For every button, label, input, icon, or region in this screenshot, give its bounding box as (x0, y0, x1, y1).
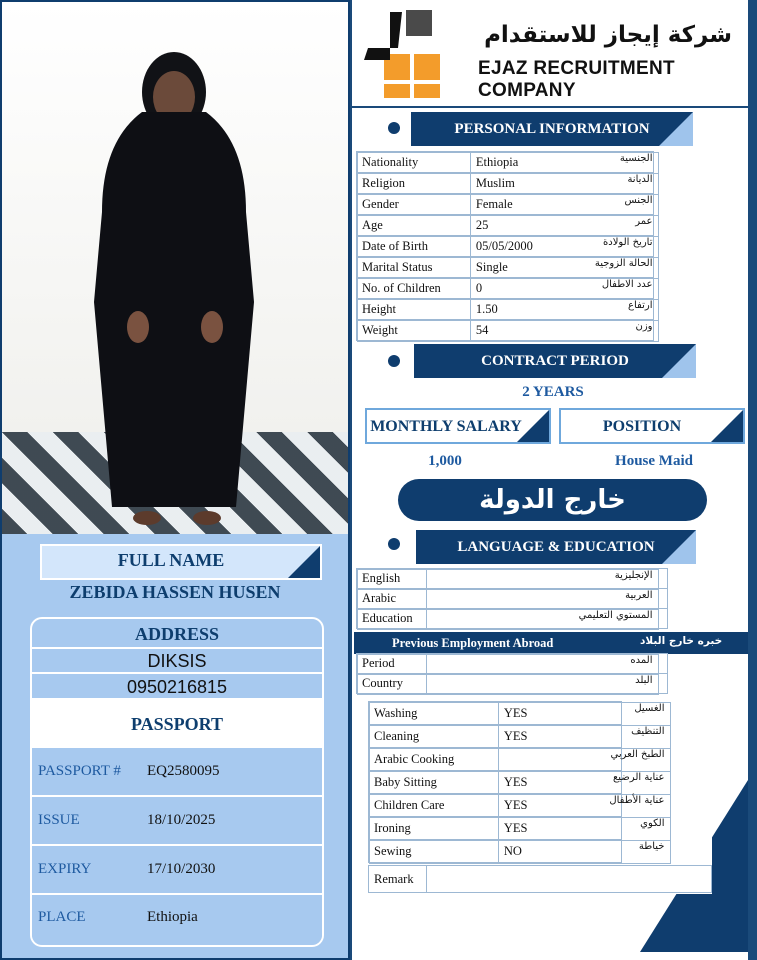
skill-row-label-arabic: التنظيف (369, 725, 671, 749)
skill-row (369, 771, 712, 794)
skill-row-label: Cleaning (369, 725, 499, 748)
personal-info-row-value: Ethiopia (470, 152, 654, 173)
position-value: House Maid (615, 453, 693, 469)
skill-row-value: YES (498, 817, 622, 840)
personal-info-table (356, 151, 750, 341)
skill-row (369, 702, 712, 725)
header-divider (352, 106, 748, 108)
language-row-label: English (357, 569, 427, 589)
personal-info-row-label-arabic: تاريخ الولادة (357, 236, 659, 258)
monthly-salary-label: MONTHLY SALARY (370, 418, 522, 435)
skill-row-label-arabic: الغسيل (369, 702, 671, 726)
passport-place-row (32, 895, 322, 943)
previous-employment-row-label-arabic: المده (357, 654, 659, 675)
personal-info-row-value: Single (470, 257, 654, 278)
skill-row (369, 794, 712, 817)
language-row-label-arabic: العربية (357, 589, 659, 610)
passport-place-label: PLACE (38, 909, 86, 925)
location-badge: خارج الدولة (398, 479, 707, 521)
personal-info-row (357, 236, 750, 257)
passport-number-label: PASSPORT # (38, 763, 121, 779)
contract-period-header (414, 344, 696, 378)
remark-table (368, 865, 712, 893)
passport-number-row (32, 748, 322, 797)
personal-info-row-label: Gender (357, 194, 471, 215)
address-label: ADDRESS (32, 619, 322, 649)
personal-info-row (357, 152, 750, 173)
personal-info-row-value: Muslim (470, 173, 654, 194)
personal-info-row-label: Marital Status (357, 257, 471, 278)
skill-row-label: Washing (369, 702, 499, 725)
personal-info-row-label: Weight (357, 320, 471, 341)
personal-info-row-value: 25 (470, 215, 654, 236)
skill-row-value: YES (498, 794, 622, 817)
language-table (356, 568, 750, 629)
skill-row-label-arabic: عناية الأطفال (369, 794, 671, 818)
passport-expiry-value: 17/10/2030 (147, 861, 216, 877)
passport-issue-label: ISSUE (38, 812, 80, 828)
personal-info-row-label-arabic: الجنسية (357, 152, 659, 174)
full-name-label: FULL NAME (117, 550, 225, 570)
previous-employment-header (354, 632, 748, 654)
bullet-icon (388, 122, 400, 134)
address-city: DIKSIS (32, 649, 322, 674)
contract-period-title: CONTRACT PERIOD (481, 353, 629, 369)
skill-row (369, 748, 712, 771)
personal-info-row (357, 257, 750, 278)
personal-info-row-label: Age (357, 215, 471, 236)
remark-label: Remark (369, 866, 427, 893)
language-row-label: Arabic (357, 589, 427, 609)
company-name-english: EJAZ RECRUITMENT COMPANY (478, 58, 675, 101)
passport-number-value: EQ2580095 (147, 763, 220, 779)
candidate-photo (2, 2, 348, 534)
personal-info-row-label-arabic: الجنس (357, 194, 659, 216)
skill-row (369, 817, 712, 840)
personal-info-row-label: Height (357, 299, 471, 320)
previous-employment-row-label: Period (357, 654, 427, 674)
skills-table (368, 701, 712, 863)
passport-place-value: Ethiopia (147, 909, 198, 925)
company-name-arabic: شركة إيجاز للاستقدام (484, 22, 732, 48)
passport-label: PASSPORT (32, 700, 322, 748)
personal-info-row-label: Date of Birth (357, 236, 471, 257)
language-row-label: Education (357, 609, 427, 629)
previous-employment-title-arabic: خبره خارج البلاد (640, 635, 723, 647)
skill-row-label-arabic: الكوي (369, 817, 671, 841)
skill-row (369, 840, 712, 863)
passport-issue-value: 18/10/2025 (147, 812, 216, 828)
language-education-header (416, 530, 696, 564)
language-row (357, 589, 750, 609)
full-name-value: ZEBIDA HASSEN HUSEN (69, 582, 281, 602)
personal-info-row-label-arabic: الديانة (357, 173, 659, 195)
personal-info-row-value: 1.50 (470, 299, 654, 320)
skill-row-label-arabic: عناية الرضيع (369, 771, 671, 795)
person-figure (2, 2, 348, 534)
address-passport-card (30, 617, 324, 947)
personal-info-header (411, 112, 693, 146)
contract-period-value: 2 YEARS (522, 384, 584, 400)
personal-info-row (357, 278, 750, 299)
personal-info-row-label-arabic: عمر (357, 215, 659, 237)
previous-employment-row (357, 654, 750, 674)
passport-issue-row (32, 797, 322, 846)
skill-row-label-arabic: خياطة (369, 840, 671, 864)
personal-info-row (357, 173, 750, 194)
skill-row-label-arabic: الطبخ العربي (369, 748, 671, 772)
language-row (357, 569, 750, 589)
personal-info-row (357, 215, 750, 236)
monthly-salary-value: 1,000 (428, 453, 462, 469)
skill-row-value: YES (498, 725, 622, 748)
bullet-icon (388, 538, 400, 550)
personal-info-title: PERSONAL INFORMATION (454, 121, 650, 137)
address-phone: 0950216815 (32, 674, 322, 700)
personal-info-row-value: 0 (470, 278, 654, 299)
skill-row-label: Baby Sitting (369, 771, 499, 794)
personal-info-row (357, 299, 750, 320)
skill-row (369, 725, 712, 748)
previous-employment-title: Previous Employment Abroad (392, 636, 554, 650)
previous-employment-table (356, 653, 750, 694)
previous-employment-row (357, 674, 750, 694)
personal-info-row-label: No. of Children (357, 278, 471, 299)
personal-info-row-label: Nationality (357, 152, 471, 173)
skill-row-value: NO (498, 840, 622, 863)
remark-row (369, 866, 712, 893)
personal-info-row-label-arabic: عدد الاطفال (357, 278, 659, 300)
personal-info-row-value: 54 (470, 320, 654, 341)
skill-row-label: Arabic Cooking (369, 748, 499, 771)
skill-row-label: Ironing (369, 817, 499, 840)
personal-info-row-label-arabic: وزن (357, 320, 659, 342)
personal-info-row-value: 05/05/2000 (470, 236, 654, 257)
skill-row-label: Sewing (369, 840, 499, 863)
right-border (748, 0, 757, 960)
personal-info-row (357, 320, 750, 341)
language-row (357, 609, 750, 629)
language-row-label-arabic: المستوي التعليمي (357, 609, 659, 630)
bullet-icon (388, 355, 400, 367)
skill-row-value: YES (498, 702, 622, 725)
language-education-title: LANGUAGE & EDUCATION (457, 539, 655, 555)
remark-value (426, 866, 711, 893)
passport-expiry-row (32, 846, 322, 895)
personal-info-row-label-arabic: الحالة الزوجية (357, 257, 659, 279)
monthly-salary-label-box (365, 408, 551, 444)
company-logo-icon (362, 8, 454, 100)
personal-info-row-label-arabic: ارتفاع (357, 299, 659, 321)
personal-info-row-label: Religion (357, 173, 471, 194)
position-label: POSITION (602, 418, 682, 435)
personal-info-row-value: Female (470, 194, 654, 215)
skill-row-label: Children Care (369, 794, 499, 817)
previous-employment-row-label: Country (357, 674, 427, 694)
position-label-box (559, 408, 745, 444)
language-row-label-arabic: الإنجليزية (357, 569, 659, 590)
personal-info-row (357, 194, 750, 215)
skill-row-value: YES (498, 771, 622, 794)
previous-employment-row-label-arabic: البلد (357, 674, 659, 695)
passport-expiry-label: EXPIRY (38, 861, 92, 877)
